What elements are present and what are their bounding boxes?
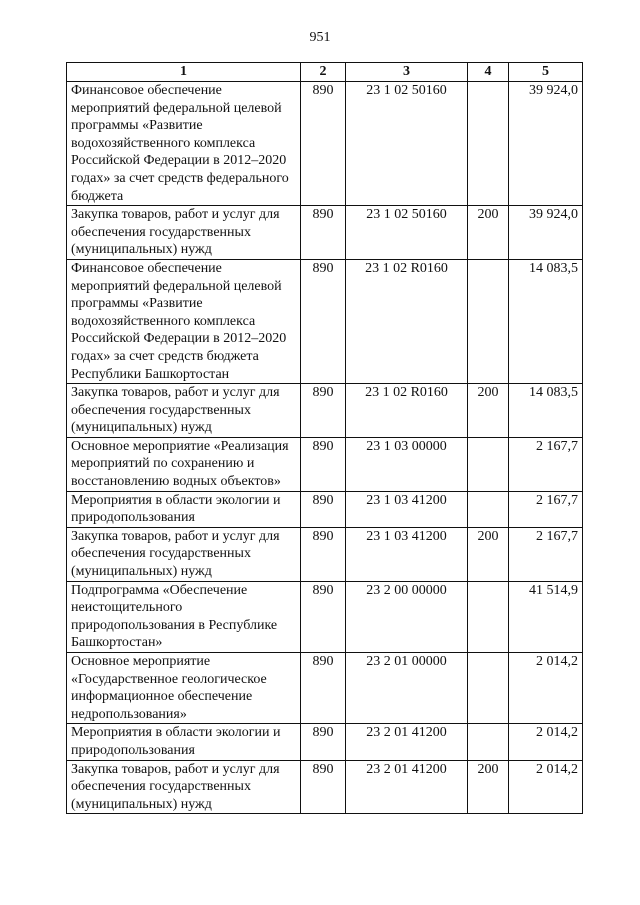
row-gr: 890 <box>301 527 346 581</box>
row-gr: 890 <box>301 760 346 814</box>
header-col-name: 1 <box>67 63 301 82</box>
row-sum: 39 924,0 <box>509 82 583 206</box>
row-gr: 890 <box>301 724 346 760</box>
row-vr: 200 <box>468 527 509 581</box>
row-gr: 890 <box>301 581 346 652</box>
row-code: 23 1 03 41200 <box>346 491 468 527</box>
table-row <box>67 384 583 438</box>
table-row <box>67 527 583 581</box>
row-sum: 41 514,9 <box>509 581 583 652</box>
row-vr: 200 <box>468 206 509 260</box>
row-vr <box>468 437 509 491</box>
header-col-vr: 4 <box>468 63 509 82</box>
row-code: 23 2 00 00000 <box>346 581 468 652</box>
row-vr <box>468 82 509 206</box>
table-row <box>67 760 583 814</box>
table-header <box>67 63 583 82</box>
row-vr: 200 <box>468 384 509 438</box>
row-sum: 2 167,7 <box>509 437 583 491</box>
row-vr: 200 <box>468 760 509 814</box>
row-gr: 890 <box>301 437 346 491</box>
row-code: 23 2 01 00000 <box>346 653 468 724</box>
table-row <box>67 82 583 206</box>
row-gr: 890 <box>301 491 346 527</box>
row-vr <box>468 653 509 724</box>
row-name: Мероприятия в области экологии и природопользования <box>67 724 301 760</box>
row-name: Закупка товаров, работ и услуг для обеспечения государственных (муниципальных) нужд <box>67 384 301 438</box>
row-name: Закупка товаров, работ и услуг для обеспечения государственных (муниципальных) нужд <box>67 527 301 581</box>
row-code: 23 1 02 R0160 <box>346 259 468 383</box>
row-code: 23 2 01 41200 <box>346 724 468 760</box>
row-vr <box>468 491 509 527</box>
table-row <box>67 206 583 260</box>
header-row <box>67 63 583 82</box>
header-col-gr: 2 <box>301 63 346 82</box>
row-sum: 14 083,5 <box>509 259 583 383</box>
row-sum: 2 014,2 <box>509 760 583 814</box>
row-vr <box>468 724 509 760</box>
row-name: Основное мероприятие «Реализация мероприятий по сохранению и восстановлению водных объектов» <box>67 437 301 491</box>
row-name: Закупка товаров, работ и услуг для обеспечения государственных (муниципальных) нужд <box>67 206 301 260</box>
row-gr: 890 <box>301 384 346 438</box>
row-name: Мероприятия в области экологии и природопользования <box>67 491 301 527</box>
row-gr: 890 <box>301 653 346 724</box>
row-sum: 2 167,7 <box>509 527 583 581</box>
row-sum: 14 083,5 <box>509 384 583 438</box>
row-code: 23 1 02 50160 <box>346 82 468 206</box>
row-name: Подпрограмма «Обеспечение неистощительного природопользования в Республике Башкортостан» <box>67 581 301 652</box>
row-code: 23 1 03 41200 <box>346 527 468 581</box>
row-vr <box>468 259 509 383</box>
row-sum: 39 924,0 <box>509 206 583 260</box>
table-row <box>67 724 583 760</box>
header-col-code: 3 <box>346 63 468 82</box>
table-row <box>67 491 583 527</box>
row-sum: 2 014,2 <box>509 724 583 760</box>
row-gr: 890 <box>301 82 346 206</box>
row-code: 23 2 01 41200 <box>346 760 468 814</box>
table-row <box>67 259 583 383</box>
table-row <box>67 653 583 724</box>
row-gr: 890 <box>301 206 346 260</box>
row-name: Закупка товаров, работ и услуг для обеспечения государственных (муниципальных) нужд <box>67 760 301 814</box>
row-sum: 2 167,7 <box>509 491 583 527</box>
header-col-sum: 5 <box>509 63 583 82</box>
table-body <box>67 82 583 814</box>
row-vr <box>468 581 509 652</box>
table-row <box>67 437 583 491</box>
row-name: Финансовое обеспечение мероприятий федеральной целевой программы «Развитие водохозяйственного комплекса Российской Федерации в 2012–2020 годах» за счет средств бюджета Республики Башкортостан <box>67 259 301 383</box>
row-name: Основное мероприятие «Государственное геологическое информационное обеспечение недропользования» <box>67 653 301 724</box>
budget-table <box>66 62 583 814</box>
row-gr: 890 <box>301 259 346 383</box>
page-number: 951 <box>309 30 331 45</box>
row-sum: 2 014,2 <box>509 653 583 724</box>
table-row <box>67 581 583 652</box>
row-name: Финансовое обеспечение мероприятий федеральной целевой программы «Развитие водохозяйственного комплекса Российской Федерации в 2012–2020 годах» за счет средств федерального бюджета <box>67 82 301 206</box>
row-code: 23 1 03 00000 <box>346 437 468 491</box>
row-code: 23 1 02 R0160 <box>346 384 468 438</box>
row-code: 23 1 02 50160 <box>346 206 468 260</box>
